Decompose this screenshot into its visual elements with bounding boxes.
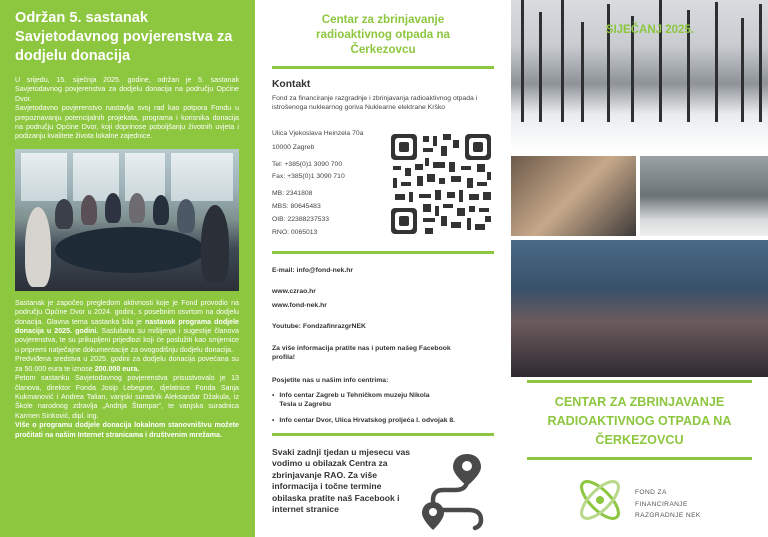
right-panel [511, 0, 768, 537]
article-title: Održan 5. sastanak Savjetodavnog povjerenstva za dodjelu donacija [15, 10, 233, 64]
divider [527, 457, 752, 460]
students-visit-photo [511, 240, 768, 377]
article-paragraph: Sastanak je započeo pregledom aktivnosti koje je Fond provodio na području Općine Dvor u 2024. godini, s posebnim osvrtom na dodjelu donacija. Glavna tema sastanka bila je nastavak programa dodjele donacija u 2025. godini. Saslušana su mišljenja i sugestije članova povjerenstva, te su prikupljeni prijedlozi koji će poslužiti kao smjernice u pripremi natječajne dokumentacije za ovogodišnju dodjelu donacija. [15, 298, 239, 354]
divider [272, 66, 494, 69]
contact-heading: Kontakt [272, 79, 311, 90]
info-center-item: • Info centar Zagreb u Tehničkom muzeju Nikola Tesla u Zagrebu [272, 392, 430, 409]
email-link[interactable]: E-mail: info@fond-nek.hr [272, 267, 354, 274]
youtube-link[interactable]: Youtube: FondzafinrazgrNEK [272, 323, 366, 330]
center-title-large: CENTAR ZA ZBRINJAVANJE RADIOAKTIVNOG OTPADA NA ČERKEZOVCU [547, 395, 732, 447]
tour-info: Svaki zadnji tjedan u mjesecu vas vodimo u obilazak Centra za zbrinjavanje RAO. Za više informacija i točne termine obilaska pratite naš Facebook i internet stranice [272, 447, 411, 515]
meeting-photo [15, 149, 239, 291]
registry-rno: RNO: 0065013 [272, 229, 318, 236]
route-pin-icon [421, 452, 499, 532]
fond-name: FOND ZA FINANCIRANJE RAZGRADNJE NEK [635, 489, 701, 520]
divider [527, 380, 752, 383]
article-paragraph: Savjetodavno povjerenstvo nastavlja svoj rad kao potpora Fondu u prepoznavanju potencijalnih projekata, programa i korisnika donacija na području Općine Dvor, koji doprinose poboljšanju životnih uvjeta i podizanju kvalitete života lokalne zajednice. [15, 104, 239, 141]
divider [272, 433, 494, 436]
winter-forest-photo [511, 0, 768, 152]
middle-panel [255, 0, 511, 537]
info-center-item: • Info centar Dvor, Ulica Hrvatskog proljeća I. odvojak 8. [272, 417, 456, 424]
registry-mbs: MBS: 80645483 [272, 203, 321, 210]
address-line: Ulica Vjekoslava Heinzela 70a [272, 130, 364, 137]
article-paragraph: U srijedu, 15. siječnja 2025. godine, održan je 5. sastanak Savjetodavnog povjerenstva za dodjelu donacija na području Općine Dvor. [15, 76, 239, 103]
issue-date: SIJEČANJ 2025. [605, 24, 694, 36]
address-line: 10000 Zagreb [272, 144, 315, 151]
info-centers-heading: Posjetite nas u našim info centrima: [272, 377, 389, 384]
phone-number: Tel: +385(0)1 3090 700 [272, 161, 343, 168]
article-paragraph-bold: Više o programu dodjele donacija lokalnom stanovništvu možete pročitati na našim Internet stranicama i društvenim mrežama. [15, 421, 239, 439]
fond-logo-icon [573, 472, 627, 528]
organization-name: Fond za financiranje razgradnje i zbrinjavanja radioaktivnog otpada i istrošenoga nuklearnog goriva Nuklearne elektrane Krško [272, 95, 478, 112]
divider [272, 251, 494, 254]
storage-facility-photo [640, 156, 768, 236]
qr-code-icon[interactable] [389, 132, 493, 236]
article-paragraph: Predviđena sredstva u 2025. godini za dodjelu donacija povećana su za 50.000 eura te iznose 200.000 eura. [15, 355, 239, 373]
website-link[interactable]: www.czrao.hr [272, 288, 316, 295]
website-link[interactable]: www.fond-nek.hr [272, 302, 327, 309]
registry-mb: MB: 2341808 [272, 190, 313, 197]
left-panel [0, 0, 255, 537]
fax-number: Fax: +385(0)1 3090 710 [272, 173, 345, 180]
lab-visit-photo [511, 156, 636, 236]
registry-oib: OIB: 22388237533 [272, 216, 330, 223]
center-title: Centar za zbrinjavanje radioaktivnog otpada na Čerkezovcu [316, 13, 450, 56]
article-paragraph: Petom sastanku Savjetodavnog povjerenstva prisustvovalo je 13 članova, direktor Fonda Josip Lebegner, djelatnice Fonda Sanja Kukmanović i Andrea Talian, vanjski suradnik Aleksandar Džakula, iz Škole narodnog zdravlja „Andrija Štampar“, te vanjska suradnica Karmen Sinković, dipl. ing. [15, 374, 239, 420]
facebook-note: Za više informacija pratite nas i putem našeg Facebook profila! [272, 345, 451, 362]
